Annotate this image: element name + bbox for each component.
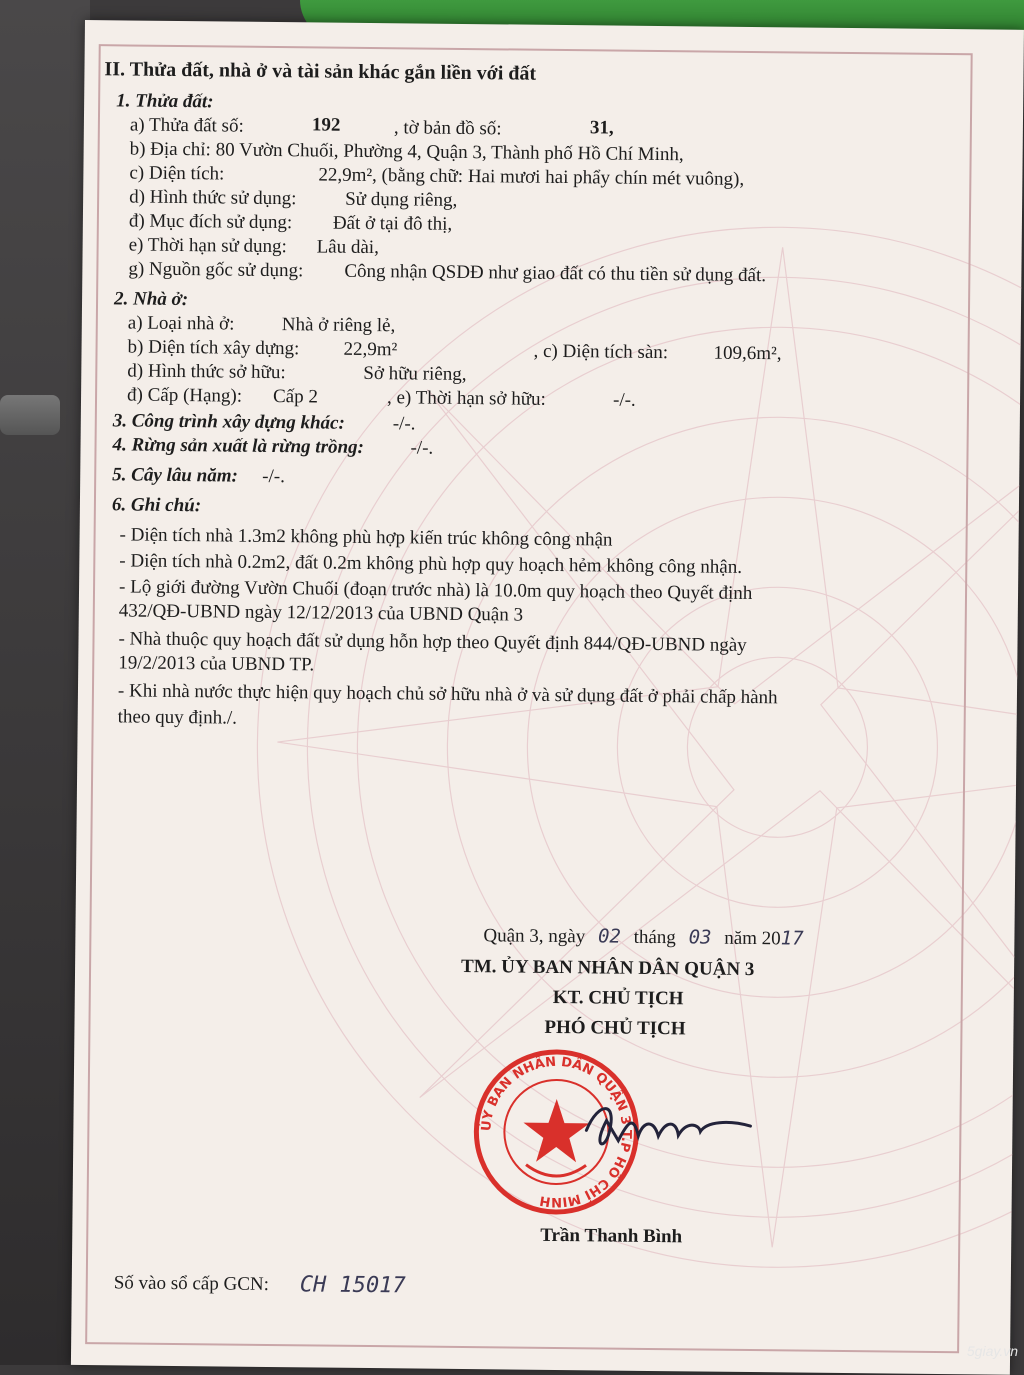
seal-text: ỦY BAN NHÂN DÂN QUẬN 3 T.P HỒ CHÍ MINH xyxy=(479,1054,634,1210)
perennial-trees-label: 5. Cây lâu năm: xyxy=(112,464,238,487)
signer-name: Trần Thanh Bình xyxy=(540,1224,683,1248)
forest-value: -/-. xyxy=(410,437,434,459)
authority-line-3: PHÓ CHỦ TỊCH xyxy=(544,1016,686,1040)
date-year-suffix: 17 xyxy=(780,927,804,950)
house-heading: 2. Nhà ở: xyxy=(113,288,189,311)
land-purpose-value: Đất ở tại đô thị, xyxy=(332,212,453,235)
land-area-label: c) Diện tích: xyxy=(129,162,225,185)
house-ownership-value: Sở hữu riêng, xyxy=(363,362,467,386)
note-5-line-2: theo quy định./. xyxy=(117,706,238,729)
house-build-area-value: 22,9m² xyxy=(343,338,398,361)
authority-line-2: KT. CHỦ TỊCH xyxy=(552,986,684,1010)
house-type-label: a) Loại nhà ở: xyxy=(127,312,235,335)
other-works-value: -/-. xyxy=(392,413,416,435)
land-area-value: 22,9m², (bằng chữ: Hai mươi hai phẩy chín mét vuông), xyxy=(318,164,745,190)
map-sheet-label: , tờ bản đồ số: xyxy=(393,117,502,140)
forest-label: 4. Rừng sản xuất là rừng trồng: xyxy=(112,434,365,458)
land-purpose-label: đ) Mục đích sử dụng: xyxy=(128,210,293,234)
note-5-line-1: - Khi nhà nước thực hiện quy hoạch chủ sở hữu nhà ở và sử dụng đất ở phải chấp hành xyxy=(117,680,778,709)
note-1: - Diện tích nhà 1.3m2 không phù hợp kiến trúc không công nhận xyxy=(119,524,613,551)
registry-label: Số vào sổ cấp GCN: xyxy=(113,1272,270,1295)
note-2: - Diện tích nhà 0.2m2, đất 0.2m không phù hợp quy hoạch hẻm không công nhận. xyxy=(119,550,743,578)
registry-number: CH 15017 xyxy=(299,1272,406,1299)
note-3-line-1: - Lộ giới đường Vườn Chuối (đoạn trước nhà) là 10.0m quy hoạch theo Quyết định xyxy=(118,576,753,605)
date-year-label: năm 20 xyxy=(724,927,781,950)
house-own-term-label: , e) Thời hạn sở hữu: xyxy=(386,387,546,410)
section-title: II. Thửa đất, nhà ở và tài sản khác gắn liền với đất xyxy=(104,58,537,85)
land-term-value: Lâu dài, xyxy=(316,236,380,259)
signature xyxy=(578,1090,759,1162)
note-3-line-2: 432/QĐ-UBND ngày 12/12/2013 của UBND Quận 3 xyxy=(118,600,524,626)
note-4-line-2: 19/2/2013 của UBND TP. xyxy=(118,652,315,676)
date-prefix: Quận 3, ngày xyxy=(483,925,586,948)
date-day: 02 xyxy=(597,925,622,948)
perennial-trees-value: -/-. xyxy=(262,465,286,488)
house-ownership-label: d) Hình thức sở hữu: xyxy=(127,360,286,384)
house-grade-label: đ) Cấp (Hạng): xyxy=(126,384,243,407)
house-own-term-value: -/-. xyxy=(612,389,636,411)
land-number-value: 192 xyxy=(311,114,341,136)
certificate-page xyxy=(71,20,1024,1375)
house-floor-area-value: 109,6m², xyxy=(713,342,782,365)
map-sheet-value: 31, xyxy=(589,117,614,139)
other-works-label: 3. Công trình xây dựng khác: xyxy=(112,410,345,434)
notes-heading: 6. Ghi chú: xyxy=(111,494,202,517)
note-4-line-1: - Nhà thuộc quy hoạch đất sử dụng hỗn hợp theo Quyết định 844/QĐ-UBND ngày xyxy=(118,628,747,656)
house-type-value: Nhà ở riêng lẻ, xyxy=(281,314,396,337)
site-watermark: 5giay.vn xyxy=(966,1343,1018,1359)
land-use-form-label: d) Hình thức sử dụng: xyxy=(129,186,297,210)
land-use-form-value: Sử dụng riêng, xyxy=(345,188,458,211)
land-term-label: e) Thời hạn sử dụng: xyxy=(128,234,288,258)
house-build-area-label: b) Diện tích xây dựng: xyxy=(127,336,300,360)
land-heading: 1. Thửa đất: xyxy=(116,90,214,113)
background-hose xyxy=(0,395,60,435)
certificate-content xyxy=(71,20,1024,1375)
land-number-label: a) Thửa đất số: xyxy=(129,114,244,137)
authority-line-1: TM. ỦY BAN NHÂN DÂN QUẬN 3 xyxy=(460,955,755,981)
issue-date xyxy=(483,924,803,950)
land-origin-label: g) Nguồn gốc sử dụng: xyxy=(128,258,304,282)
date-month: 03 xyxy=(688,926,712,949)
house-grade-value: Cấp 2 xyxy=(272,385,319,408)
house-floor-area-label: , c) Diện tích sàn: xyxy=(533,340,669,364)
date-month-label: tháng xyxy=(633,926,676,949)
land-address: b) Địa chỉ: 80 Vườn Chuối, Phường 4, Quận 3, Thành phố Hồ Chí Minh, xyxy=(129,138,684,166)
land-origin-value: Công nhận QSDĐ như giao đất có thu tiền sử dụng đất. xyxy=(344,260,767,287)
